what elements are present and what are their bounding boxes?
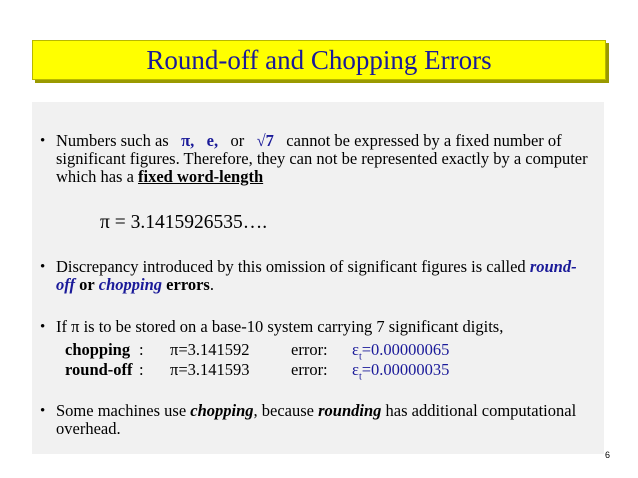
b4-pre: Some machines use <box>56 401 187 420</box>
row-label: chopping <box>65 340 131 359</box>
error-value: =0.00000065 <box>361 340 450 359</box>
bullet-2-text <box>56 258 592 294</box>
bullet-dot: • <box>40 133 46 149</box>
b1-pre: Numbers such as <box>56 131 169 150</box>
round-off-term: round-off <box>56 257 577 294</box>
bullet-4-text <box>56 402 592 438</box>
subscript-t: t <box>358 371 362 383</box>
epsilon-symbol: ε <box>352 340 359 359</box>
slide-title: Round-off and Chopping Errors <box>146 44 492 75</box>
sqrt7-symbol: √7 <box>256 131 274 150</box>
rounding-term: rounding <box>318 401 382 420</box>
epsilon-symbol: ε <box>352 360 359 379</box>
e-symbol: e, <box>206 131 219 150</box>
subscript-t: t <box>358 351 362 363</box>
bullet-1 <box>32 132 592 186</box>
title-bar <box>32 40 606 80</box>
row-error <box>352 360 449 382</box>
errors-word: errors <box>166 275 210 294</box>
pi-symbol: π, <box>181 131 195 150</box>
b4-rest: has additional computational overhead. <box>56 401 577 438</box>
chopping-term: chopping <box>98 275 163 294</box>
chopping-term: chopping <box>190 401 254 420</box>
b2-or: or <box>79 275 95 294</box>
bullet-4 <box>32 402 592 438</box>
content-panel <box>32 102 604 454</box>
fixed-word-length: fixed word-length <box>138 167 264 186</box>
row-value: π=3.141592 <box>170 340 250 359</box>
row-sep: : <box>139 360 144 379</box>
row-label: round-off <box>65 360 133 379</box>
row-error-label: error: <box>291 360 328 379</box>
b4-mid: , because <box>253 401 314 420</box>
bullet-3-text: If π is to be stored on a base-10 system carrying 7 significant digits, <box>56 317 504 336</box>
page-number: 6 <box>604 450 610 460</box>
b2-text: Discrepancy introduced by this omission of significant figures is called <box>56 257 526 276</box>
b1-or: or <box>230 131 245 150</box>
bullet-1-text <box>56 132 592 186</box>
pi-value: π = 3.1415926535…. <box>100 212 268 233</box>
bullet-dot: • <box>40 403 46 419</box>
b1-rest: cannot be expressed by a fixed number of significant figures. Therefore, they can not be represented exactly by a computer which has a <box>56 131 588 186</box>
bullet-3 <box>32 318 592 336</box>
error-value: =0.00000035 <box>361 360 450 379</box>
row-value: π=3.141593 <box>170 360 250 379</box>
bullet-dot: • <box>40 319 46 335</box>
row-sep: : <box>139 340 144 359</box>
b2-period: . <box>209 275 214 294</box>
row-error <box>352 340 449 362</box>
bullet-2 <box>32 258 592 294</box>
row-error-label: error: <box>291 340 328 359</box>
bullet-dot: • <box>40 259 46 275</box>
